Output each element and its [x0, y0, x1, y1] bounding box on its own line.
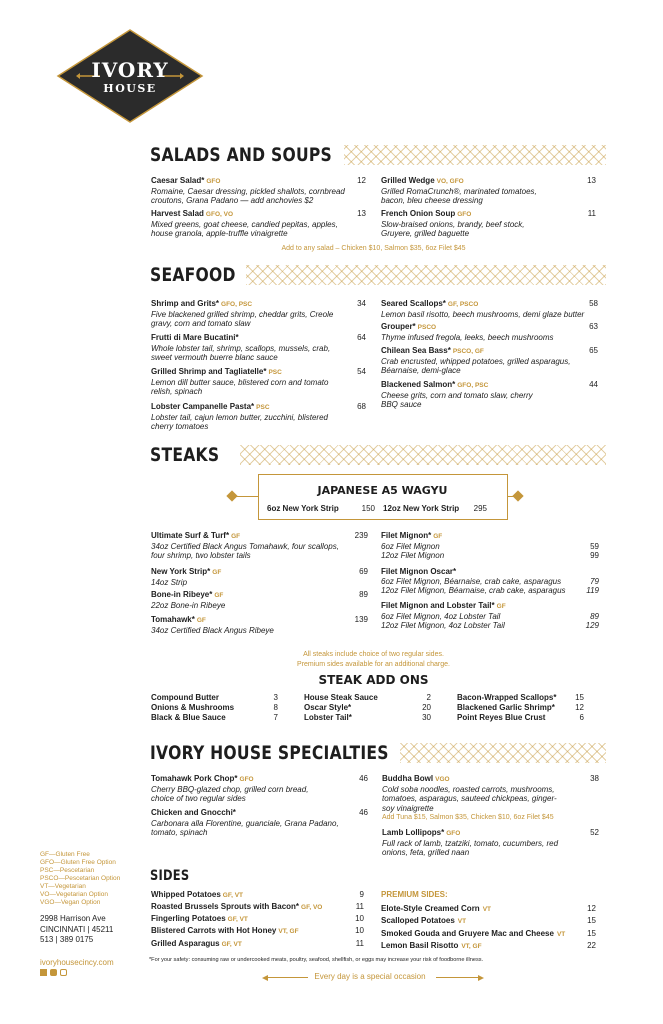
menu-item: Seared Scallops* GF, PSCO 58 Lemon basil risotto, beech mushrooms, demi glaze butter: [381, 299, 598, 319]
menu-item: Chicken and Gnocchi* 46 Carbonara alla Florentine, guanciale, Grana Padano, tomato, spinach: [151, 808, 368, 838]
address: 2998 Harrison Ave CINCINNATI | 45211 513 | 389 0175: [40, 914, 114, 944]
menu-item: Grilled Shrimp and Tagliatelle* PSC 54 Lemon dill butter sauce, blistered corn and tomato relish, spinach: [151, 367, 366, 397]
premium-sides-title: PREMIUM SIDES:: [381, 890, 448, 899]
menu-item: New York Strip* GF 69 14oz Strip: [151, 567, 368, 587]
salad-addon-note: Add to any salad – Chicken $10, Salmon $35, 6oz Filet $45: [281, 245, 466, 252]
menu-item: Bone-in Ribeye* GF 89 22oz Bone-in Ribeye: [151, 590, 368, 610]
menu-item-filet: Filet Mignon* GF 6oz Filet Mignon 59 12oz Filet Mignon 99: [381, 531, 599, 561]
pattern-salads: [344, 145, 606, 165]
menu-item: Lobster Campanelle Pasta* PSC 68 Lobster tail, cajun lemon butter, zucchini, blistered cherry tomatoes: [151, 402, 366, 432]
side-item: Roasted Brussels Sprouts with Bacon* GF, VO 11: [151, 902, 364, 911]
premium-side-item: Scalloped Potatoes VT 15: [381, 916, 596, 925]
addon-item: Blackened Garlic Shrimp* 12: [457, 703, 584, 712]
section-title-specialties: IVORY HOUSE SPECIALTIES: [150, 742, 389, 764]
pattern-steaks: [240, 445, 606, 465]
addon-item: Black & Blue Sauce 7: [151, 713, 278, 722]
menu-item-oscar: Filet Mignon Oscar* 6oz Filet Mignon, Béarnaise, crab cake, asparagus 79 12oz Filet Mignon, Béarnaise, crab cake, asparagus 119: [381, 567, 599, 596]
premium-side-item: Lemon Basil Risotto VT, GF 22: [381, 941, 596, 950]
section-title-sides: SIDES: [150, 868, 190, 884]
addon-item: Bacon-Wrapped Scallops* 15: [457, 693, 584, 702]
pattern-specialties: [400, 743, 606, 763]
menu-item: Lamb Lollipops* GFO 52 Full rack of lamb, tzatziki, tomato, cucumbers, red onions, feta, grilled naan: [382, 828, 599, 858]
side-item: Fingerling Potatoes GF, VT 10: [151, 914, 364, 923]
tagline: Every day is a special occasion: [314, 972, 426, 981]
addon-item: Lobster Tail* 30: [304, 713, 431, 722]
wagyu-item: 12oz New York Strip 295: [383, 504, 487, 513]
menu-item: French Onion Soup GFO 11 Slow-braised onions, brandy, beef stock, Gruyere, grilled baguette: [381, 209, 596, 239]
section-title-salads: SALADS AND SOUPS: [150, 144, 332, 166]
steak-note-2: Premium sides available for an additional charge.: [297, 661, 450, 668]
menu-item: Chilean Sea Bass* PSCO, GF 65 Crab encrusted, whipped potatoes, grilled asparagus, Béarnaise, demi-glace: [381, 346, 598, 376]
menu-item: Buddha Bowl VGO 38 Cold soba noodles, roasted carrots, mushrooms, tomatoes, asparagus, sauteed chickpeas, ginger-soy vinaigrette Add Tuna $15, Salmon $35, Chicken $10, 6oz Filet $45: [382, 774, 599, 822]
instagram-icon[interactable]: [60, 969, 67, 976]
diamond-icon: [512, 490, 523, 501]
arrow-icon: [262, 975, 268, 981]
side-item: Grilled Asparagus GF, VT 11: [151, 939, 364, 948]
wagyu-box: [258, 474, 508, 520]
addon-item: Onions & Mushrooms 8: [151, 703, 278, 712]
premium-side-item: Smoked Gouda and Gruyere Mac and Cheese VT 15: [381, 929, 596, 938]
logo-line2: HOUSE: [103, 82, 157, 95]
diamond-icon: [226, 490, 237, 501]
pattern-seafood: [246, 265, 606, 285]
social-icons: [40, 969, 67, 976]
facebook-icon[interactable]: [40, 969, 47, 976]
footer-ornament-right: [436, 977, 480, 978]
menu-item: Harvest Salad GFO, VO 13 Mixed greens, goat cheese, candied pepitas, apples, house granola, apple-truffle vinaigrette: [151, 209, 366, 239]
menu-item: Grouper* PSCO 63 Thyme infused fregola, leeks, beech mushrooms: [381, 322, 598, 342]
safety-notice: *For your safety: consuming raw or undercooked meats, poultry, seafood, shellfish, or eggs may increase your risk of foodborne illness.: [149, 957, 484, 963]
logo: [56, 28, 204, 124]
menu-item: Tomahawk* GF 139 34oz Certified Black Angus Ribeye: [151, 615, 368, 635]
steak-note-1: All steaks include choice of two regular sides.: [303, 651, 444, 658]
menu-item: Tomahawk Pork Chop* GFO 46 Cherry BBQ-glazed chop, grilled corn bread, choice of two regular sides: [151, 774, 368, 804]
section-title-seafood: SEAFOOD: [150, 264, 236, 286]
menu-item-lobster: Filet Mignon and Lobster Tail* GF 6oz Filet Mignon, 4oz Lobster Tail 89 12oz Filet Mignon, 4oz Lobster Tail 129: [381, 601, 599, 631]
menu-item: Frutti di Mare Bucatini* 64 Whole lobster tail, shrimp, scallops, mussels, crab, sweet vermouth buerre blanc sauce: [151, 333, 366, 363]
wagyu-title: JAPANESE A5 WAGYU: [317, 484, 448, 497]
addon-item: Point Reyes Blue Crust 6: [457, 713, 584, 722]
menu-item: Shrimp and Grits* GFO, PSC 34 Five blackened grilled shrimp, cheddar grits, Creole gravy, corn and tomato slaw: [151, 299, 366, 329]
arrow-icon: [478, 975, 484, 981]
wagyu-item: 6oz New York Strip 150: [267, 504, 375, 513]
addon-item: House Steak Sauce 2: [304, 693, 431, 702]
menu-item: Ultimate Surf & Turf* GF 239 34oz Certified Black Angus Tomahawk, four scallops, four shrimp, two lobster tails: [151, 531, 368, 561]
website-link[interactable]: ivoryhousecincy.com: [40, 958, 114, 967]
addon-item: Oscar Style* 20: [304, 703, 431, 712]
section-title-steaks: STEAKS: [150, 444, 220, 466]
menu-item: Grilled Wedge VO, GFO 13 Grilled RomaCrunch®, marinated tomatoes, bacon, bleu cheese dressing: [381, 176, 596, 206]
side-item: Whipped Potatoes GF, VT 9: [151, 890, 364, 899]
addon-item: Compound Butter 3: [151, 693, 278, 702]
dietary-legend: GF—Gluten Free GFO—Gluten Free Option PSC—Pescetarian PSCO—Pescetarian Option VT—Vegetarian VO—Vegetarian Option VGO—Vegan Option: [40, 851, 121, 906]
menu-item: Caesar Salad* GFO 12 Romaine, Caesar dressing, pickled shallots, cornbread croutons, Grana Padano — add anchovies $2: [151, 176, 366, 206]
twitter-icon[interactable]: [50, 969, 57, 976]
side-item: Blistered Carrots with Hot Honey VT, GF 10: [151, 926, 364, 935]
premium-side-item: Elote-Style Creamed Corn VT 12: [381, 904, 596, 913]
menu-item: Blackened Salmon* GFO, PSC 44 Cheese grits, corn and tomato slaw, cherry BBQ sauce: [381, 380, 598, 410]
logo-line1: IVORY: [91, 58, 169, 82]
addons-title: STEAK ADD ONS: [318, 673, 429, 687]
